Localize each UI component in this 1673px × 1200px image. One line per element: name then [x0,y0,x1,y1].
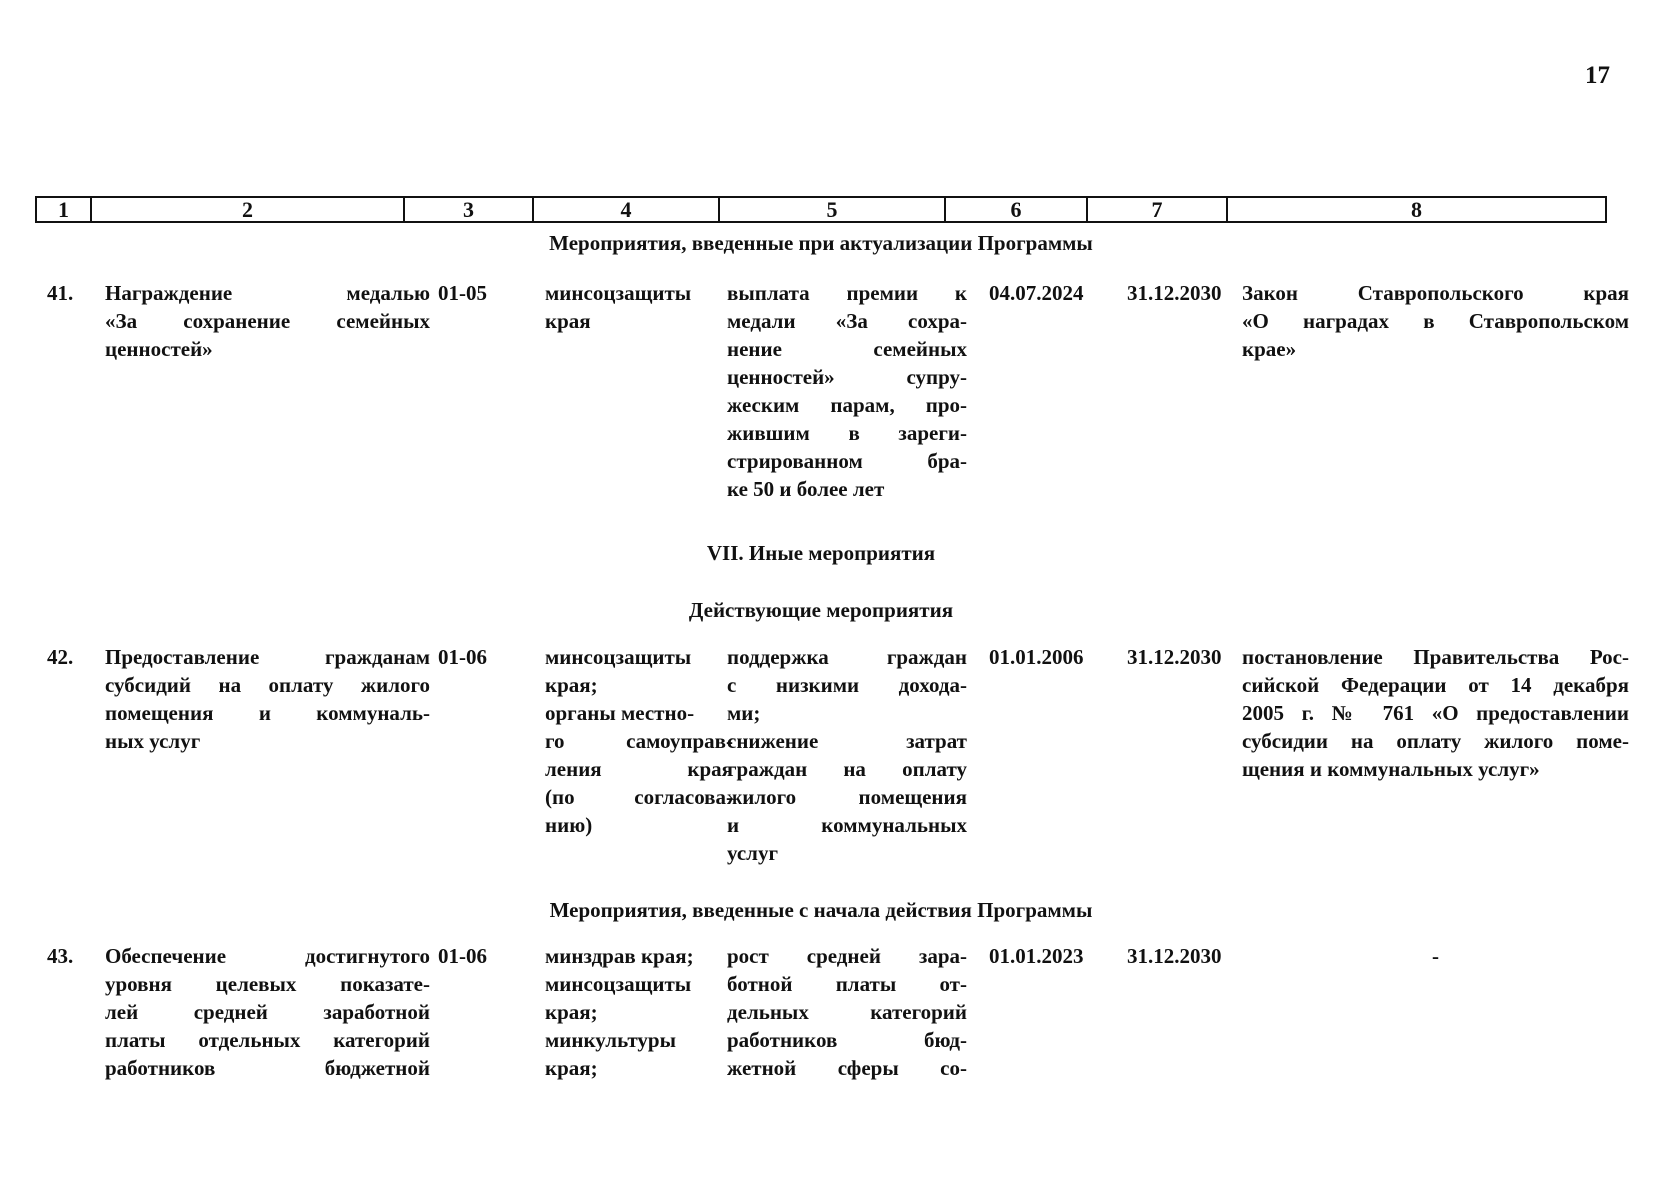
activity-result: рост средней зара- ботной платы от- дельных категорий работников бюд- жетной сферы со- [727,944,967,1080]
legal-basis: - [1432,944,1439,968]
start-date: 01.01.2023 [989,944,1084,968]
row-number: 41. [47,281,74,305]
row-number: 42. [47,645,74,669]
section-title-other-activities: VII. Иные мероприятия [706,541,936,565]
activity-code: 01-06 [438,944,487,968]
end-date: 31.12.2030 [1127,944,1222,968]
activity-executor: минсоцзащиты края [545,281,692,333]
activity-executor: минздрав края; минсоцзащиты края; минкультуры края; [545,944,694,1080]
table-header-row [35,196,1607,223]
activity-result: выплата премии к медали «За сохра- нение семейных ценностей» супру- жеским парам, про- жившим в зареги- стрированном бра- ке 50 и более лет [727,281,967,501]
legal-basis: постановление Правительства Рос- сийской Федерации от 14 декабря 2005 г. № 761 «О предоставлении субсидии на оплату жилого поме- щения и коммунальных услуг» [1242,645,1629,781]
header-col-4: 4 [534,198,720,221]
section-title-updated-activities: Мероприятия, введенные при актуализации Программы [549,231,1093,255]
start-date: 04.07.2024 [989,281,1084,305]
page-number: 17 [1585,62,1610,89]
header-col-1: 1 [37,198,92,221]
activity-executor: минсоцзащиты края; органы местно- го самоуправ- ления края (по согласова- нию) [545,645,733,837]
end-date: 31.12.2030 [1127,645,1222,669]
header-col-5: 5 [720,198,946,221]
start-date: 01.01.2006 [989,645,1084,669]
activity-code: 01-06 [438,645,487,669]
header-col-7: 7 [1088,198,1228,221]
legal-basis: Закон Ставропольского края «О наградах в Ставропольском крае» [1242,281,1629,361]
activity-result: поддержка граждан с низкими дохода- ми; снижение затрат граждан на оплату жилого помещения и коммунальных услуг [727,645,967,865]
header-col-6: 6 [946,198,1088,221]
activity-name: Награждение медалью «За сохранение семейных ценностей» [105,281,430,361]
end-date: 31.12.2030 [1127,281,1222,305]
header-col-8: 8 [1411,197,1422,222]
section-title-current-activities: Действующие мероприятия [688,598,954,622]
section-title-activities-since-start: Мероприятия, введенные с начала действия Программы [549,898,1093,922]
header-col-3: 3 [405,198,534,221]
activity-code: 01-05 [438,281,487,305]
activity-name: Обеспечение достигнутого уровня целевых показате- лей средней заработной платы отдельных категорий работников бюджетной [105,944,430,1080]
activity-name: Предоставление гражданам субсидий на оплату жилого помещения и коммуналь- ных услуг [105,645,430,753]
header-col-2: 2 [92,198,405,221]
row-number: 43. [47,944,74,968]
